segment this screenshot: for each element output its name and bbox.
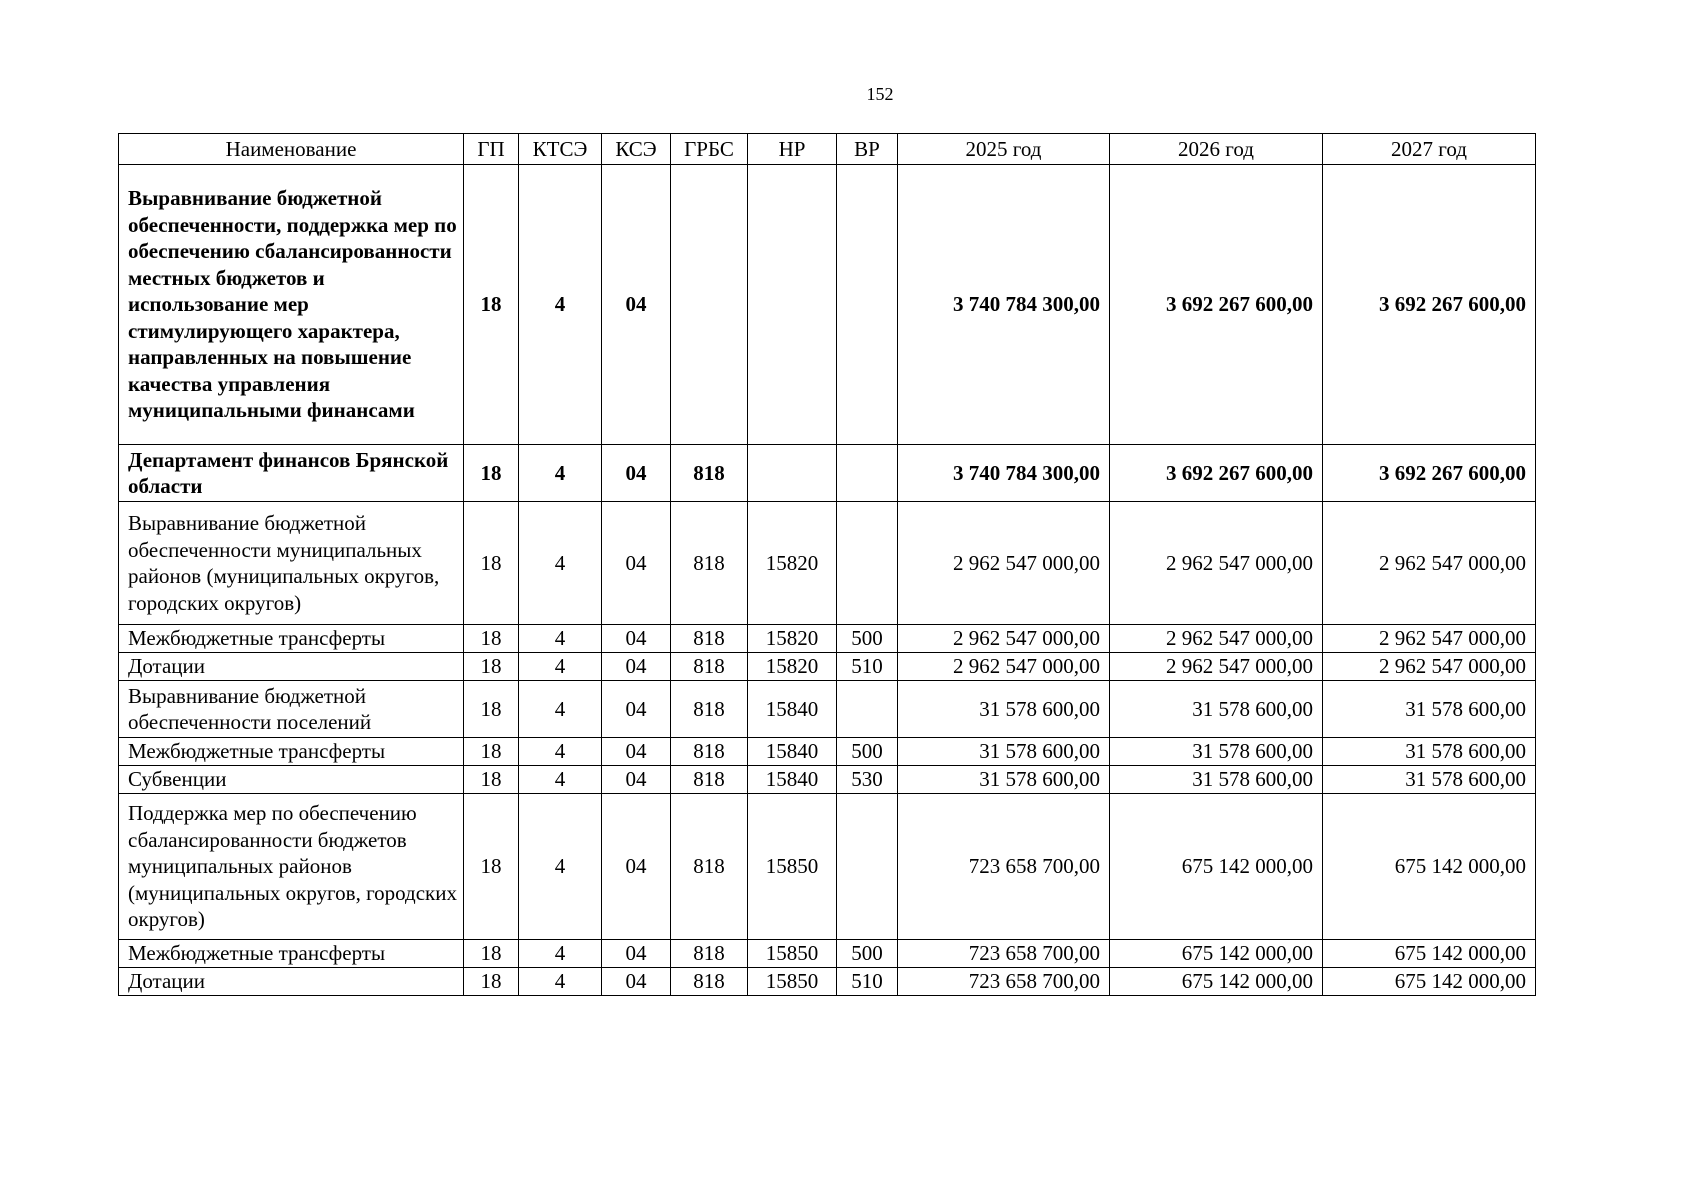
cell-2027: 675 142 000,00 <box>1323 794 1536 940</box>
table-row <box>119 165 1536 445</box>
cell-nr: 15840 <box>748 681 837 738</box>
column-header-grbs: ГРБС <box>671 134 748 165</box>
cell-name: Дотации <box>119 653 464 681</box>
cell-2026: 31 578 600,00 <box>1110 766 1323 794</box>
cell-ktse: 4 <box>519 794 602 940</box>
page-number: 152 <box>866 84 894 104</box>
cell-nr: 15840 <box>748 766 837 794</box>
cell-name: Департамент финансов Брянской области <box>119 445 464 502</box>
cell-kse: 04 <box>602 625 671 653</box>
cell-vr <box>837 445 898 502</box>
cell-gp: 18 <box>464 681 519 738</box>
table-row <box>119 653 1536 681</box>
cell-vr <box>837 681 898 738</box>
cell-kse: 04 <box>602 502 671 625</box>
cell-gp: 18 <box>464 653 519 681</box>
cell-grbs: 818 <box>671 625 748 653</box>
cell-gp: 18 <box>464 625 519 653</box>
cell-grbs: 818 <box>671 738 748 766</box>
cell-ktse: 4 <box>519 940 602 968</box>
table-row <box>119 445 1536 502</box>
cell-vr: 510 <box>837 968 898 996</box>
column-header-2025: 2025 год <box>898 134 1110 165</box>
cell-vr: 500 <box>837 625 898 653</box>
column-header-2026: 2026 год <box>1110 134 1323 165</box>
cell-2025: 2 962 547 000,00 <box>898 502 1110 625</box>
cell-grbs: 818 <box>671 653 748 681</box>
cell-2027: 2 962 547 000,00 <box>1323 653 1536 681</box>
table-row <box>119 794 1536 940</box>
cell-grbs: 818 <box>671 968 748 996</box>
cell-2025: 723 658 700,00 <box>898 968 1110 996</box>
cell-2026: 2 962 547 000,00 <box>1110 502 1323 625</box>
cell-nr: 15840 <box>748 738 837 766</box>
cell-kse: 04 <box>602 165 671 445</box>
cell-name: Межбюджетные трансферты <box>119 738 464 766</box>
cell-2027: 2 962 547 000,00 <box>1323 625 1536 653</box>
cell-kse: 04 <box>602 681 671 738</box>
table-row <box>119 502 1536 625</box>
cell-nr: 15820 <box>748 502 837 625</box>
cell-2025: 723 658 700,00 <box>898 940 1110 968</box>
cell-name: Межбюджетные трансферты <box>119 625 464 653</box>
cell-ktse: 4 <box>519 653 602 681</box>
table-body <box>119 165 1536 996</box>
cell-vr <box>837 502 898 625</box>
column-header-vr: ВР <box>837 134 898 165</box>
cell-ktse: 4 <box>519 681 602 738</box>
cell-grbs: 818 <box>671 445 748 502</box>
column-header-name: Наименование <box>119 134 464 165</box>
cell-vr: 510 <box>837 653 898 681</box>
cell-vr: 500 <box>837 738 898 766</box>
cell-vr <box>837 794 898 940</box>
cell-kse: 04 <box>602 445 671 502</box>
table-row <box>119 625 1536 653</box>
cell-kse: 04 <box>602 738 671 766</box>
cell-nr <box>748 165 837 445</box>
cell-2027: 2 962 547 000,00 <box>1323 502 1536 625</box>
cell-grbs <box>671 165 748 445</box>
column-header-nr: НР <box>748 134 837 165</box>
cell-ktse: 4 <box>519 445 602 502</box>
cell-2026: 675 142 000,00 <box>1110 794 1323 940</box>
column-header-2027: 2027 год <box>1323 134 1536 165</box>
cell-2027: 31 578 600,00 <box>1323 766 1536 794</box>
cell-ktse: 4 <box>519 968 602 996</box>
cell-2027: 3 692 267 600,00 <box>1323 165 1536 445</box>
cell-ktse: 4 <box>519 502 602 625</box>
cell-2026: 675 142 000,00 <box>1110 968 1323 996</box>
cell-grbs: 818 <box>671 940 748 968</box>
cell-name: Дотации <box>119 968 464 996</box>
cell-gp: 18 <box>464 445 519 502</box>
header-row <box>119 134 1536 165</box>
cell-kse: 04 <box>602 794 671 940</box>
cell-ktse: 4 <box>519 738 602 766</box>
cell-2026: 3 692 267 600,00 <box>1110 165 1323 445</box>
cell-name: Межбюджетные трансферты <box>119 940 464 968</box>
cell-2027: 3 692 267 600,00 <box>1323 445 1536 502</box>
cell-nr <box>748 445 837 502</box>
cell-2027: 31 578 600,00 <box>1323 738 1536 766</box>
cell-gp: 18 <box>464 940 519 968</box>
cell-2026: 31 578 600,00 <box>1110 681 1323 738</box>
cell-name: Поддержка мер по обеспечению сбалансированности бюджетов муниципальных районов (муниципальных округов, городских округов) <box>119 794 464 940</box>
cell-gp: 18 <box>464 794 519 940</box>
cell-gp: 18 <box>464 766 519 794</box>
cell-ktse: 4 <box>519 165 602 445</box>
column-header-kse: КСЭ <box>602 134 671 165</box>
cell-nr: 15850 <box>748 794 837 940</box>
cell-2026: 2 962 547 000,00 <box>1110 653 1323 681</box>
column-header-ktse: КТСЭ <box>519 134 602 165</box>
cell-2025: 31 578 600,00 <box>898 738 1110 766</box>
cell-2025: 2 962 547 000,00 <box>898 653 1110 681</box>
cell-gp: 18 <box>464 738 519 766</box>
cell-name: Субвенции <box>119 766 464 794</box>
cell-vr: 530 <box>837 766 898 794</box>
cell-nr: 15820 <box>748 625 837 653</box>
cell-2025: 2 962 547 000,00 <box>898 625 1110 653</box>
cell-kse: 04 <box>602 653 671 681</box>
cell-2027: 675 142 000,00 <box>1323 968 1536 996</box>
table-row <box>119 681 1536 738</box>
cell-nr: 15850 <box>748 968 837 996</box>
cell-2025: 723 658 700,00 <box>898 794 1110 940</box>
cell-grbs: 818 <box>671 681 748 738</box>
cell-grbs: 818 <box>671 766 748 794</box>
cell-ktse: 4 <box>519 625 602 653</box>
cell-2026: 31 578 600,00 <box>1110 738 1323 766</box>
cell-nr: 15850 <box>748 940 837 968</box>
cell-gp: 18 <box>464 968 519 996</box>
table-row <box>119 968 1536 996</box>
cell-2027: 31 578 600,00 <box>1323 681 1536 738</box>
cell-vr: 500 <box>837 940 898 968</box>
cell-2025: 3 740 784 300,00 <box>898 165 1110 445</box>
cell-2026: 675 142 000,00 <box>1110 940 1323 968</box>
table-row <box>119 738 1536 766</box>
table-row <box>119 766 1536 794</box>
cell-kse: 04 <box>602 766 671 794</box>
cell-2027: 675 142 000,00 <box>1323 940 1536 968</box>
cell-vr <box>837 165 898 445</box>
cell-name: Выравнивание бюджетной обеспеченности поселений <box>119 681 464 738</box>
cell-ktse: 4 <box>519 766 602 794</box>
column-header-gp: ГП <box>464 134 519 165</box>
cell-2026: 3 692 267 600,00 <box>1110 445 1323 502</box>
cell-gp: 18 <box>464 502 519 625</box>
cell-2025: 31 578 600,00 <box>898 766 1110 794</box>
cell-kse: 04 <box>602 968 671 996</box>
cell-grbs: 818 <box>671 794 748 940</box>
cell-2025: 31 578 600,00 <box>898 681 1110 738</box>
cell-name: Выравнивание бюджетной обеспеченности, поддержка мер по обеспечению сбалансированности местных бюджетов и использование мер стимулирующего характера, направленных на повышение качества управления муниципальными финансами <box>119 165 464 445</box>
budget-table <box>118 133 1536 996</box>
cell-grbs: 818 <box>671 502 748 625</box>
table-row <box>119 940 1536 968</box>
cell-2025: 3 740 784 300,00 <box>898 445 1110 502</box>
cell-nr: 15820 <box>748 653 837 681</box>
cell-kse: 04 <box>602 940 671 968</box>
cell-name: Выравнивание бюджетной обеспеченности муниципальных районов (муниципальных округов, городских округов) <box>119 502 464 625</box>
cell-2026: 2 962 547 000,00 <box>1110 625 1323 653</box>
cell-gp: 18 <box>464 165 519 445</box>
